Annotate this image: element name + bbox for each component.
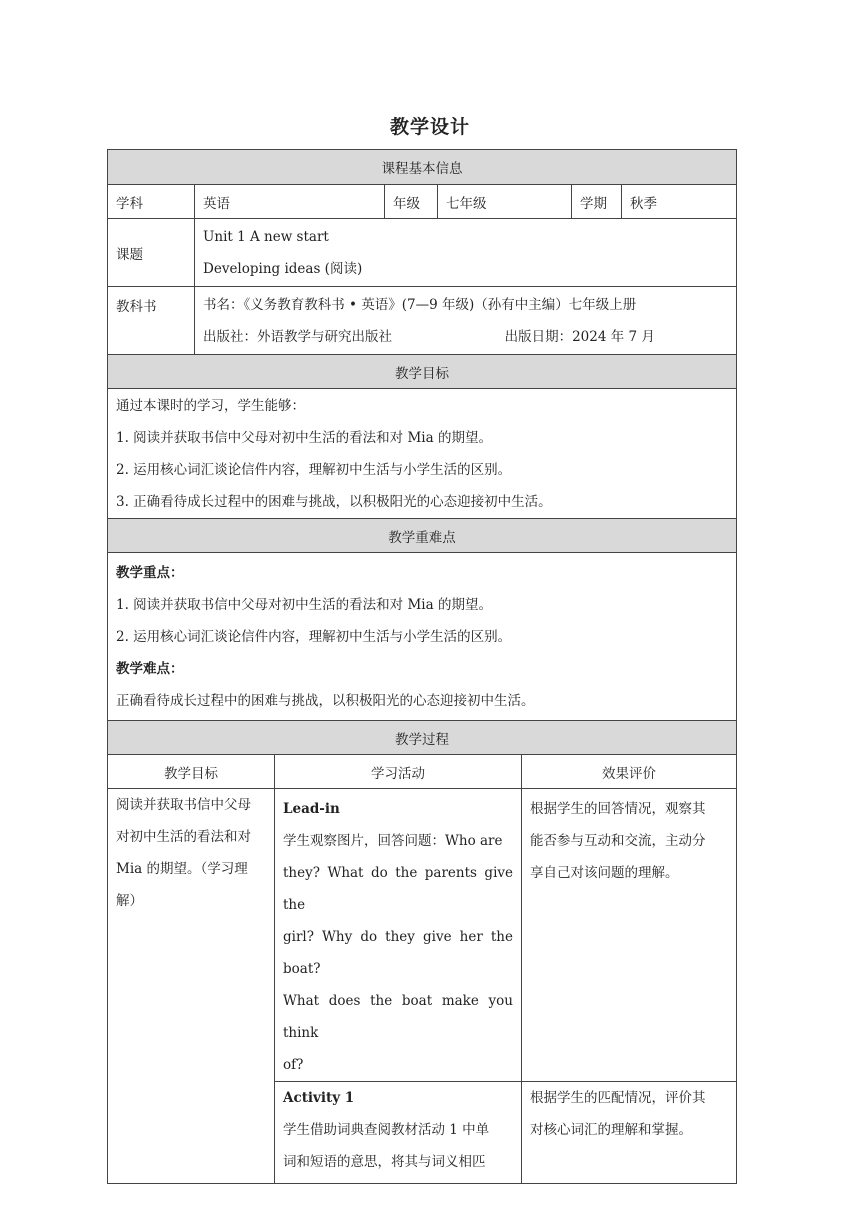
evaluation-line: 享自己对该问题的理解。 bbox=[530, 865, 679, 881]
evaluation-line: 根据学生的回答情况，观察其 bbox=[530, 801, 706, 817]
publisher-line bbox=[203, 321, 728, 353]
textbook-label: 教科书 bbox=[108, 287, 195, 355]
grade-label: 年级 bbox=[385, 185, 438, 219]
goal-line: 对初中生活的看法和对 bbox=[116, 829, 251, 845]
goal-line: 解） bbox=[116, 893, 143, 909]
objective-item: 1. 阅读并获取书信中父母对初中生活的看法和对 Mia 的期望。 bbox=[116, 429, 492, 446]
evaluation-line: 对核心词汇的理解和掌握。 bbox=[530, 1122, 692, 1138]
page-title: 教学设计 bbox=[389, 116, 470, 138]
process-goal-cell bbox=[108, 789, 275, 1184]
topic-line: Developing ideas (阅读) bbox=[203, 260, 363, 277]
activity-line: 学生观察图片，回答问题：Who are bbox=[283, 833, 503, 849]
term-value: 秋季 bbox=[622, 185, 737, 219]
evaluation-cell-lead-in bbox=[522, 789, 737, 1082]
column-evaluation: 效果评价 bbox=[522, 755, 737, 789]
evaluation-line: 根据学生的匹配情况，评价其 bbox=[530, 1090, 706, 1106]
goal-line: 阅读并获取书信中父母 bbox=[116, 797, 251, 813]
topic-line: Unit 1 A new start bbox=[203, 228, 329, 245]
activity-line: What does the boat make you think bbox=[283, 993, 513, 1041]
activity-line: 词和短语的意思，将其与词义相匹 bbox=[283, 1154, 486, 1170]
column-goal: 教学目标 bbox=[108, 755, 275, 789]
objectives-header: 教学目标 bbox=[108, 355, 737, 389]
lesson-plan-table bbox=[107, 149, 737, 1184]
activity-line: girl? Why do they give her the boat? bbox=[283, 929, 513, 977]
objectives-content bbox=[108, 389, 737, 519]
objectives-intro: 通过本课时的学习，学生能够： bbox=[116, 397, 305, 414]
activity-line: of? bbox=[283, 1057, 304, 1073]
evaluation-line: 能否参与互动和交流，主动分 bbox=[530, 833, 706, 849]
activity-cell-lead-in bbox=[275, 789, 522, 1082]
activity-title: Lead-in bbox=[283, 801, 340, 817]
evaluation-cell-activity-1 bbox=[522, 1082, 737, 1184]
basic-info-header: 课程基本信息 bbox=[108, 150, 737, 185]
grade-value: 七年级 bbox=[438, 185, 572, 219]
process-header: 教学过程 bbox=[108, 721, 737, 755]
difficulty-text: 正确看待成长过程中的困难与挑战，以积极阳光的心态迎接初中生活。 bbox=[116, 692, 535, 709]
publication-date: 出版日期：2024 年 7 月 bbox=[504, 328, 655, 345]
activity-title: Activity 1 bbox=[283, 1090, 355, 1106]
subject-value: 英语 bbox=[195, 185, 385, 219]
objective-item: 2. 运用核心词汇谈论信件内容，理解初中生活与小学生活的区别。 bbox=[116, 461, 512, 478]
publisher: 出版社：外语教学与研究出版社 bbox=[203, 328, 392, 345]
textbook-value bbox=[195, 287, 737, 355]
term-label: 学期 bbox=[572, 185, 622, 219]
activity-line: 学生借助词典查阅教材活动 1 中单 bbox=[283, 1122, 490, 1138]
objective-item: 3. 正确看待成长过程中的困难与挑战，以积极阳光的心态迎接初中生活。 bbox=[116, 493, 552, 510]
topic-value bbox=[195, 219, 737, 287]
focus-item: 2. 运用核心词汇谈论信件内容，理解初中生活与小学生活的区别。 bbox=[116, 628, 512, 645]
activity-line: they? What do the parents give the bbox=[283, 865, 513, 913]
goal-line: Mia 的期望。（学习理 bbox=[116, 861, 248, 877]
topic-label: 课题 bbox=[108, 219, 195, 287]
focus-label: 教学重点： bbox=[116, 564, 184, 581]
textbook-title: 书名：《义务教育教科书 • 英语》(7—9 年级)（孙有中主编）七年级上册 bbox=[203, 296, 637, 313]
focus-item: 1. 阅读并获取书信中父母对初中生活的看法和对 Mia 的期望。 bbox=[116, 596, 492, 613]
key-points-content bbox=[108, 553, 737, 721]
key-points-header: 教学重难点 bbox=[108, 519, 737, 553]
difficulty-label: 教学难点： bbox=[116, 660, 184, 677]
activity-cell-activity-1 bbox=[275, 1082, 522, 1184]
subject-label: 学科 bbox=[108, 185, 195, 219]
column-activity: 学习活动 bbox=[275, 755, 522, 789]
